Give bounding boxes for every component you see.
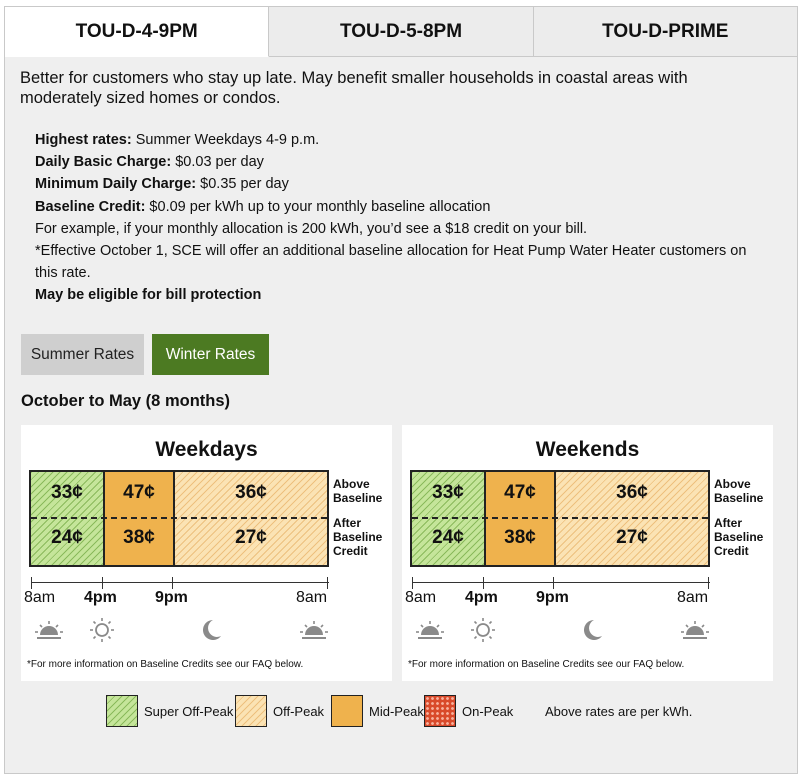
rates-per-kwh-note: Above rates are per kWh.: [545, 704, 693, 719]
rate-grid: [410, 470, 710, 567]
moon-icon: [196, 617, 226, 643]
above-baseline-label: [714, 477, 763, 505]
winter-rates-button[interactable]: Winter Rates: [152, 334, 269, 375]
tab-tou-d-prime[interactable]: TOU-D-PRIME: [534, 7, 797, 57]
time-label: 4pm: [84, 589, 117, 606]
sun-icon: [468, 617, 498, 643]
side-label-line: Credit: [333, 544, 368, 558]
baseline-divider: [412, 517, 708, 519]
rate-legend: [0, 692, 800, 732]
baseline-label: Baseline Credit:: [35, 198, 146, 215]
plan-tabs: [5, 7, 797, 57]
panel-title: Weekends: [535, 438, 640, 461]
highest-rates-line: [35, 129, 755, 151]
bill-protection-text: May be eligible for bill protection: [35, 287, 262, 304]
moon-icon: [577, 617, 607, 643]
axis-tick: [31, 577, 32, 589]
legend-label: Super Off-Peak: [144, 704, 234, 719]
side-label-line: Credit: [714, 544, 749, 558]
min-daily-label: Minimum Daily Charge:: [35, 176, 197, 193]
daily-basic-label: Daily Basic Charge:: [35, 154, 172, 171]
above-baseline-rate: 36¢: [235, 482, 267, 503]
axis-line: [412, 582, 710, 583]
min-daily-line: [35, 173, 755, 195]
tab-tou-d-5-8pm[interactable]: TOU-D-5-8PM: [269, 7, 533, 57]
weekdays-panel: [21, 425, 392, 681]
time-label: 8am: [296, 589, 328, 606]
legend-label: Off-Peak: [273, 704, 325, 719]
sunrise-icon: [299, 617, 329, 643]
above-baseline-label: [333, 477, 382, 505]
sunrise-icon: [34, 617, 64, 643]
axis-tick: [102, 577, 103, 589]
time-label: 8am: [24, 589, 56, 606]
effective-text: *Effective October 1, SCE will offer an additional baseline allocation for Heat Pump Water Heater customers on this rate.: [35, 243, 747, 282]
min-daily-value: $0.35 per day: [196, 176, 289, 193]
time-label: 8am: [677, 589, 709, 606]
after-baseline-rate: 27¢: [616, 527, 648, 548]
legend-label: On-Peak: [462, 704, 514, 719]
tab-tou-d-4-9pm[interactable]: TOU-D-4-9PM: [5, 7, 269, 57]
weekends-panel: [402, 425, 773, 681]
side-label-line: After: [714, 516, 743, 530]
baseline-faq-note: *For more information on Baseline Credits see our FAQ below.: [27, 659, 304, 670]
time-axis: [412, 577, 710, 589]
after-baseline-rate: 27¢: [235, 527, 267, 548]
side-label-line: Above: [333, 477, 370, 491]
daily-basic-value: $0.03 per day: [171, 154, 264, 171]
after-baseline-rate: 24¢: [432, 527, 464, 548]
time-label: 9pm: [155, 589, 188, 606]
mid-peak-swatch: [331, 695, 363, 727]
baseline-line: [35, 196, 755, 218]
above-baseline-rate: 36¢: [616, 482, 648, 503]
side-label-line: Baseline: [714, 491, 764, 505]
super-off-peak-swatch: [106, 695, 138, 727]
after-baseline-rate: 24¢: [51, 527, 83, 548]
season-period: October to May (8 months): [21, 392, 231, 410]
above-baseline-rate: 47¢: [504, 482, 536, 503]
above-baseline-rate: 47¢: [123, 482, 155, 503]
after-baseline-rate: 38¢: [123, 527, 155, 548]
axis-tick: [412, 577, 413, 589]
baseline-divider: [31, 517, 327, 519]
sunrise-icon: [415, 617, 445, 643]
off-peak-swatch: [235, 695, 267, 727]
daily-basic-line: [35, 151, 755, 173]
side-label-line: Baseline: [333, 530, 383, 544]
sunrise-icon: [680, 617, 710, 643]
on-peak-swatch: [424, 695, 456, 727]
summer-rates-button[interactable]: Summer Rates: [21, 334, 144, 375]
side-label-line: Baseline: [714, 530, 764, 544]
side-label-line: Above: [714, 477, 751, 491]
time-label: 8am: [405, 589, 437, 606]
axis-line: [31, 582, 329, 583]
example-text: For example, if your monthly allocation is 200 kWh, you’d see a $18 credit on your bill.: [35, 220, 588, 237]
highest-rates-label: Highest rates:: [35, 132, 132, 148]
after-baseline-credit-label: [714, 516, 763, 558]
after-baseline-credit-label: [333, 516, 382, 558]
baseline-value: $0.09 per kWh up to your monthly baseline allocation: [145, 198, 491, 215]
axis-tick: [483, 577, 484, 589]
sun-icon: [87, 617, 117, 643]
side-label-line: After: [333, 516, 362, 530]
panel-title: Weekdays: [155, 438, 258, 461]
highest-rates-value: Summer Weekdays 4-9 p.m.: [131, 132, 320, 148]
time-label: 4pm: [465, 589, 498, 606]
time-axis: [31, 577, 329, 589]
side-label-line: Baseline: [333, 491, 383, 505]
after-baseline-rate: 38¢: [504, 527, 536, 548]
axis-tick: [172, 577, 173, 589]
baseline-faq-note: *For more information on Baseline Credits see our FAQ below.: [408, 659, 685, 670]
axis-tick: [327, 577, 328, 589]
time-label: 9pm: [536, 589, 569, 606]
plan-intro: Better for customers who stay up late. May benefit smaller households in coastal areas with moderately sized homes or condos.: [20, 69, 688, 107]
axis-tick: [708, 577, 709, 589]
axis-tick: [553, 577, 554, 589]
plan-details: [35, 129, 755, 307]
above-baseline-rate: 33¢: [51, 482, 83, 503]
rate-grid: [29, 470, 329, 567]
above-baseline-rate: 33¢: [432, 482, 464, 503]
legend-label: Mid-Peak: [369, 704, 424, 719]
